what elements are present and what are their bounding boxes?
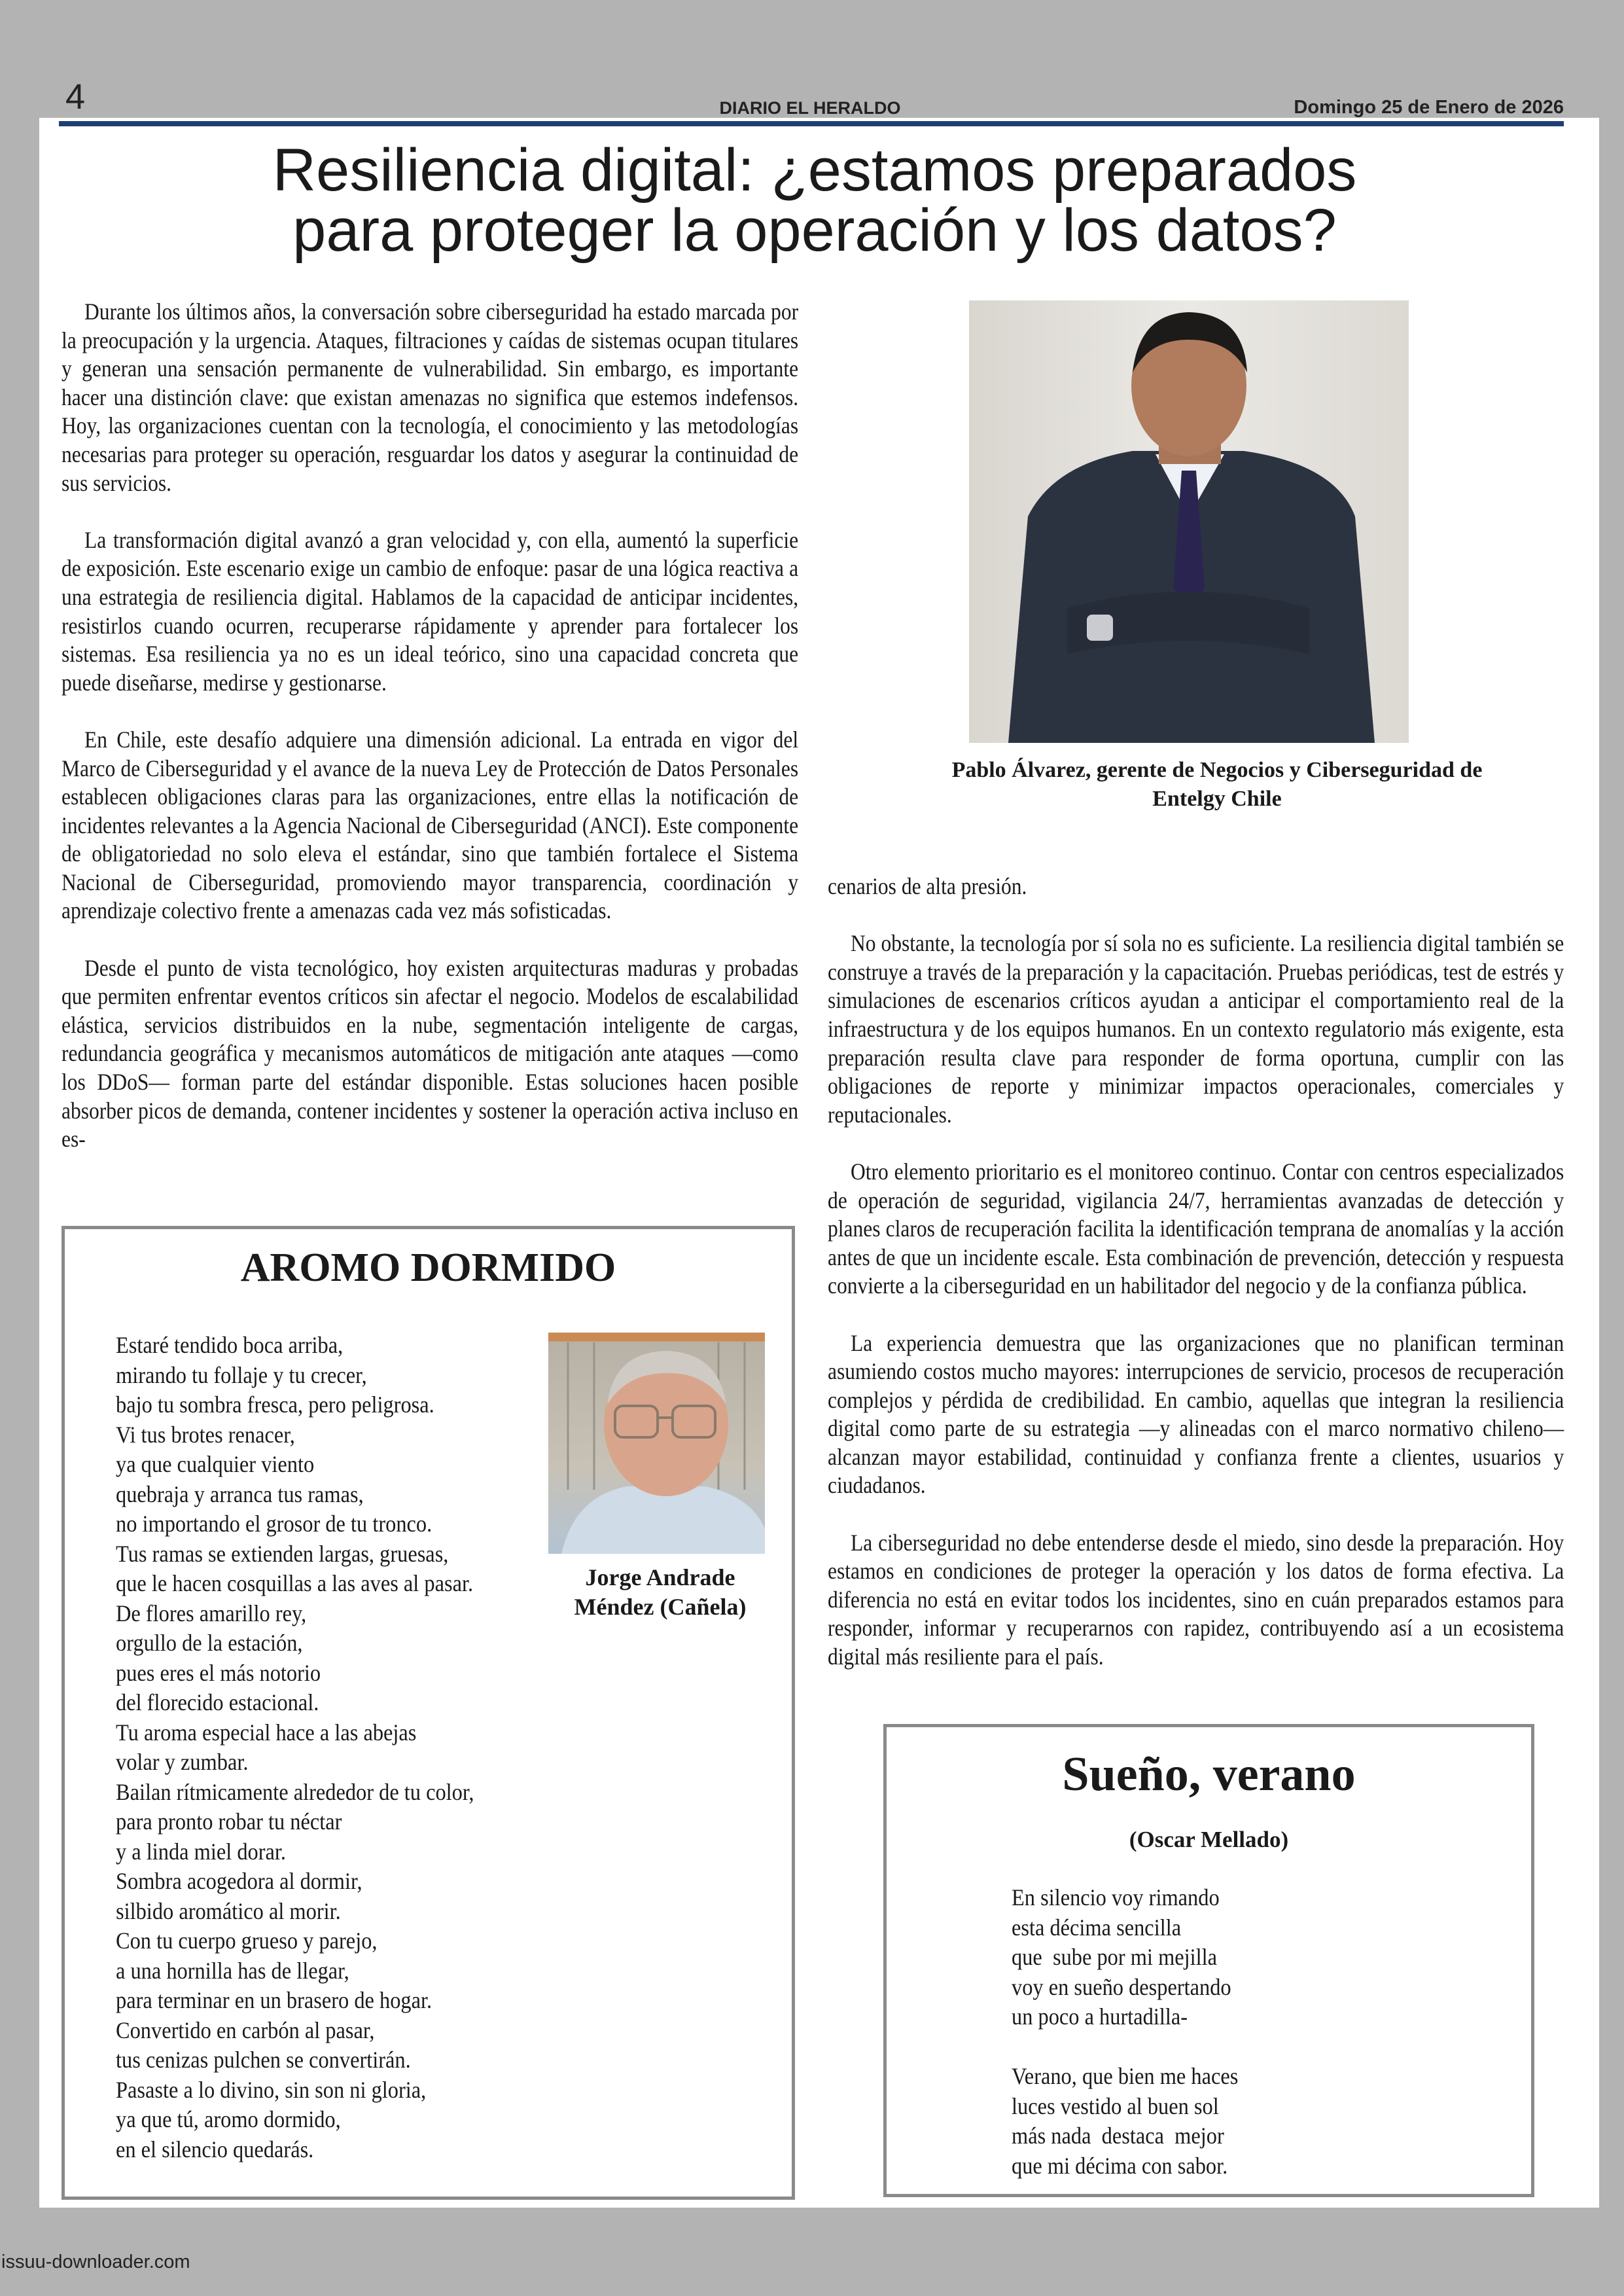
poem-line: del florecido estacional. — [116, 1689, 319, 1715]
author-line-1: Jorge Andrade — [585, 1564, 735, 1590]
article-paragraph: La experiencia demuestra que las organizaciones que no planifican terminan asumiendo costos mucho mayores: interrupciones de servicio, procesos de recuperación complejos y pérdida de credibilidad. En cambio, aquellas que integran la resiliencia digital como parte de su estrategia —y alineadas con el marco normativo chileno— alcanzan mayor estabilidad, continuidad y confianza frente a clientes, usuarios y ciudadanos. — [828, 1329, 1564, 1499]
photo-caption — [870, 756, 1564, 814]
poem-box-aromo-dormido — [62, 1226, 795, 2200]
poem-line: para terminar en un brasero de hogar. — [116, 1987, 432, 2013]
poem-line: ya que tú, aromo dormido, — [116, 2106, 341, 2132]
poem-line: En silencio voy rimando — [1012, 1884, 1220, 1910]
poem-line: Verano, que bien me haces — [1012, 2063, 1239, 2089]
poem-line: pues eres el más notorio — [116, 1659, 321, 1686]
poem-line: un poco a hurtadilla- — [1012, 2003, 1188, 2030]
article-paragraph: La transformación digital avanzó a gran velocidad y, con ella, aumentó la superficie de exposición. Este escenario exige un cambio de enfoque: pasar de una lógica reactiva a una estrategia de resiliencia digital. Hablamos de la capacidad de anticipar incidentes, resistirlos cuando ocurren, recuperarse rápidamente y aprender para fortalecer los sistemas. Esa resiliencia ya no es un ideal teórico, sino una capacidad concreta que puede diseñarse, medirse y gestionarse. — [62, 526, 799, 696]
headline-line-1: Resiliencia digital: ¿estamos preparados — [272, 137, 1357, 204]
poem-line: tus cenizas pulchen se convertirán. — [116, 2047, 411, 2073]
poem-line: Bailan rítmicamente alrededor de tu color, — [116, 1778, 474, 1805]
poem-line: en el silencio quedarás. — [116, 2136, 314, 2162]
poem-line: silbido aromático al morir. — [116, 1897, 341, 1924]
article-paragraph: En Chile, este desafío adquiere una dimensión adicional. La entrada en vigor del Marco de Ciberseguridad y el avance de la nueva Ley de Protección de Datos Personales establecen obligaciones claras para las organizaciones, entre ellas la notificación de incidentes relevantes a la Agencia Nacional de Ciberseguridad (ANCI). Este componente de obligatoriedad no solo eleva el estándar, sino que también fortalece el Sistema Nacional de Ciberseguridad, promoviendo mayor transparencia, coordinación y aprendizaje colectivo frente a amenazas cada vez más sofisticadas. — [62, 726, 799, 924]
author-photo-pablo-alvarez — [969, 300, 1409, 743]
poem-text — [116, 1331, 514, 2164]
newspaper-name: DIARIO EL HERALDO — [719, 98, 901, 118]
poem-line: Tus ramas se extienden largas, gruesas, — [116, 1540, 449, 1567]
author-line-2: Méndez (Cañela) — [574, 1594, 747, 1620]
poem-line: no importando el grosor de tu tronco. — [116, 1511, 432, 1537]
poem-line: que sube por mi mejilla — [1012, 1944, 1218, 1970]
poem-line: luces vestido al buen sol — [1012, 2092, 1219, 2119]
poem-author: (Oscar Mellado) — [1129, 1827, 1289, 1852]
caption-line-2: Entelgy Chile — [1152, 787, 1282, 811]
poem-line: más nada destaca mejor — [1012, 2123, 1224, 2149]
portrait-image — [548, 1333, 765, 1554]
poem-line: Pasaste a lo divino, sin son ni gloria, — [116, 2076, 427, 2103]
poem-line: que mi décima con sabor. — [1012, 2152, 1228, 2179]
poem-line: Tu aroma especial hace a las abejas — [116, 1719, 417, 1746]
article-paragraph: cenarios de alta presión. — [828, 873, 1027, 899]
poem-line: Estaré tendido boca arriba, — [116, 1332, 344, 1358]
caption-line-1: Pablo Álvarez, gerente de Negocios y Ciberseguridad de — [951, 758, 1483, 782]
poem-line: esta décima sencilla — [1012, 1914, 1182, 1941]
author-photo-jorge-andrade — [548, 1333, 765, 1554]
headline-line-2: para proteger la operación y los datos? — [292, 197, 1337, 264]
poem-line: ya que cualquier viento — [116, 1451, 315, 1477]
poem-line: Vi tus brotes renacer, — [116, 1421, 295, 1448]
article-paragraph: No obstante, la tecnología por sí sola no es suficiente. La resiliencia digital también se construye a través de la preparación y la capacitación. Pruebas periódicas, test de estrés y simulaciones de escenarios críticos ayudan a anticipar el comportamiento real de la infraestructura y de los equipos humanos. En un contexto regulatorio más exigente, esta preparación resulta clave para responder de forma oportuna, cumplir con las obligaciones de reporte y minimizar impactos operacionales, comerciales y reputacionales. — [828, 930, 1564, 1128]
issue-date: Domingo 25 de Enero de 2026 — [1294, 97, 1564, 118]
article-paragraph: Otro elemento prioritario es el monitoreo continuo. Contar con centros especializados de operación de seguridad, vigilancia 24/7, herramientas avanzadas de detección y planes claros de recuperación facilita la identificación temprana de anomalías y la acción antes de que un incidente escale. Esta combinación de prevención, detección y respuesta convierte a la ciberseguridad en un habilitador del negocio y de la confianza pública. — [828, 1158, 1564, 1299]
article-headline — [65, 137, 1564, 264]
poem-line: bajo tu sombra fresca, pero peligrosa. — [116, 1391, 434, 1418]
poem-line: a una hornilla has de llegar, — [116, 1957, 349, 1984]
watermark: issuu-downloader.com — [1, 2251, 190, 2272]
header-rule — [59, 121, 1564, 126]
poem-line: quebraja y arranca tus ramas, — [116, 1480, 364, 1507]
poem-box-sueno-verano — [883, 1724, 1534, 2197]
article-paragraph: Desde el punto de vista tecnológico, hoy existen arquitecturas maduras y probadas que permiten enfrentar eventos críticos sin afectar el negocio. Modelos de escalabilidad elástica, servicios distribuidos en la nube, segmentación inteligente de cargas, redundancia geográfica y mecanismos automáticos de mitigación ante ataques —como los DDoS— forman parte del estándar disponible. Estas soluciones hacen posible absorber picos de demanda, contener incidentes y sostener la operación activa incluso en es- — [62, 954, 799, 1153]
poem-line: que le hacen cosquillas a las aves al pasar. — [116, 1570, 474, 1596]
poem-line: Con tu cuerpo grueso y parejo, — [116, 1928, 378, 1954]
poem-author — [484, 1563, 837, 1622]
portrait-image — [969, 300, 1409, 743]
poem-line: voy en sueño despertando — [1012, 1973, 1231, 2000]
page-number: 4 — [65, 77, 86, 117]
poem-line: Sombra acogedora al dormir, — [116, 1868, 362, 1894]
poem-line: para pronto robar tu néctar — [116, 1808, 342, 1835]
article-paragraph: La ciberseguridad no debe entenderse desde el miedo, sino desde la preparación. Hoy estamos en condiciones de proteger la operación y los datos de forma efectiva. La diferencia no está en evitar todos los incidentes, sino en cuán preparados estamos para responder, informar y recuperarnos con rapidez, contribuyendo así a un ecosistema digital más resiliente para el país. — [828, 1529, 1564, 1670]
article-right-column — [828, 872, 1564, 1700]
poem-title: AROMO DORMIDO — [240, 1246, 616, 1290]
article-left-column — [62, 298, 798, 1214]
poem-line: De flores amarillo rey, — [116, 1600, 307, 1626]
poem-line: mirando tu follaje y tu crecer, — [116, 1361, 367, 1388]
article-paragraph: Durante los últimos años, la conversación sobre ciberseguridad ha estado marcada por la preocupación y la urgencia. Ataques, filtraciones y caídas de sistemas ocupan titulares y generan una sensación permanente de vulnerabilidad. Sin embargo, es importante hacer una distinción clave: que existan amenazas no significa que estemos indefensos. Hoy, las organizaciones cuentan con la tecnología, el conocimiento y las metodologías necesarias para proteger su operación, resguardar los datos y asegurar la continuidad de sus servicios. — [62, 298, 799, 496]
stanza-gap — [1012, 2032, 1263, 2062]
poem-line: y a linda miel dorar. — [116, 1838, 287, 1865]
poem-line: Convertido en carbón al pasar, — [116, 2017, 375, 2043]
poem-text — [1012, 1883, 1263, 2181]
poem-title: Sueño, verano — [1062, 1748, 1356, 1801]
poem-line: orgullo de la estación, — [116, 1630, 303, 1656]
poem-line: volar y zumbar. — [116, 1749, 249, 1775]
